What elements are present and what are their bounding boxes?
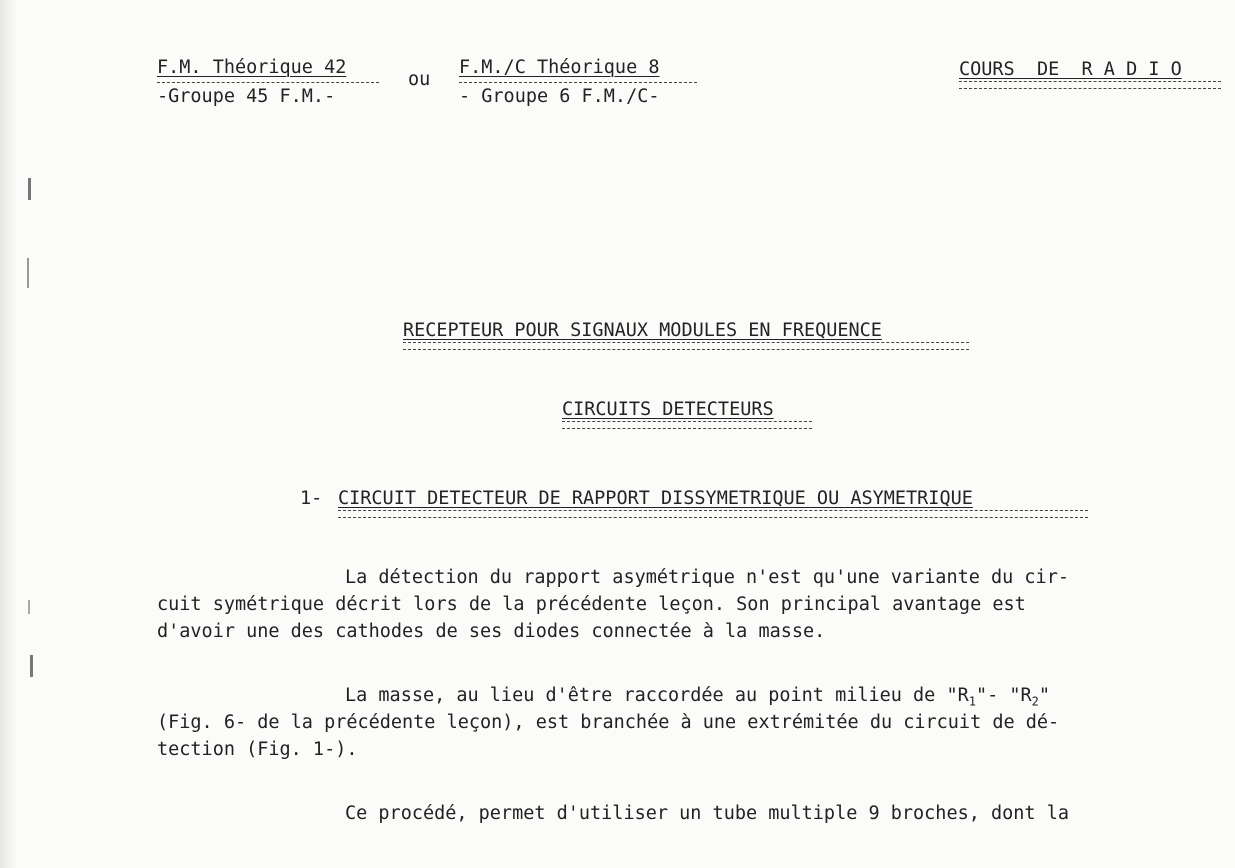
main-title-underline — [403, 342, 969, 350]
header-left-dash — [157, 82, 379, 83]
header-left-line1: F.M. Théorique 42 — [157, 57, 347, 78]
binding-mark — [28, 178, 31, 200]
header-course-title: COURS DE R A D I O — [959, 59, 1182, 80]
section-title: CIRCUIT DETECTEUR DE RAPPORT DISSYMETRIQUE OU ASYMETRIQUE — [338, 488, 973, 509]
paragraph-2-line-1-mid: "- "R — [975, 685, 1032, 706]
binding-mark — [27, 258, 29, 288]
binding-mark — [28, 600, 30, 614]
header-middle-line1: F.M./C Théorique 8 — [459, 57, 660, 78]
paragraph-2-line-3: tection (Fig. 1-). — [157, 739, 358, 760]
section-number: 1- — [300, 488, 323, 509]
header-left-line2: -Groupe 45 F.M.- — [157, 86, 336, 107]
paragraph-3-line-1: Ce procédé, permet d'utiliser un tube multiple 9 broches, dont la — [345, 803, 1069, 824]
binding-mark — [30, 655, 33, 677]
header-or: ou — [408, 69, 431, 90]
header-middle-line2: - Groupe 6 F.M./C- — [459, 86, 660, 107]
paragraph-2-line-1-end: " — [1038, 685, 1051, 706]
header-middle-dash — [459, 82, 697, 83]
header-course-underline — [959, 81, 1221, 89]
paragraph-1-line-1: La détection du rapport asymétrique n'est qu'une variante du cir- — [345, 567, 1069, 588]
paragraph-1-line-3: d'avoir une des cathodes de ses diodes connectée à la masse. — [157, 621, 826, 642]
main-title: RECEPTEUR POUR SIGNAUX MODULES EN FREQUENCE — [403, 320, 882, 341]
subtitle: CIRCUITS DETECTEURS — [562, 399, 774, 420]
section-title-underline — [338, 510, 1088, 518]
paragraph-1-line-2: cuit symétrique décrit lors de la précédente leçon. Son principal avantage est — [157, 594, 1026, 615]
paragraph-2-line-1-text: La masse, au lieu d'être raccordée au point milieu de "R — [345, 685, 969, 706]
page-binding-edge — [0, 0, 18, 868]
subtitle-underline — [562, 421, 812, 429]
paragraph-2-line-2: (Fig. 6- de la précédente leçon), est branchée à une extrémitée du circuit de dé- — [157, 712, 1060, 733]
r2-subscript: 2 — [1031, 694, 1039, 709]
r1-subscript: 1 — [968, 694, 976, 709]
